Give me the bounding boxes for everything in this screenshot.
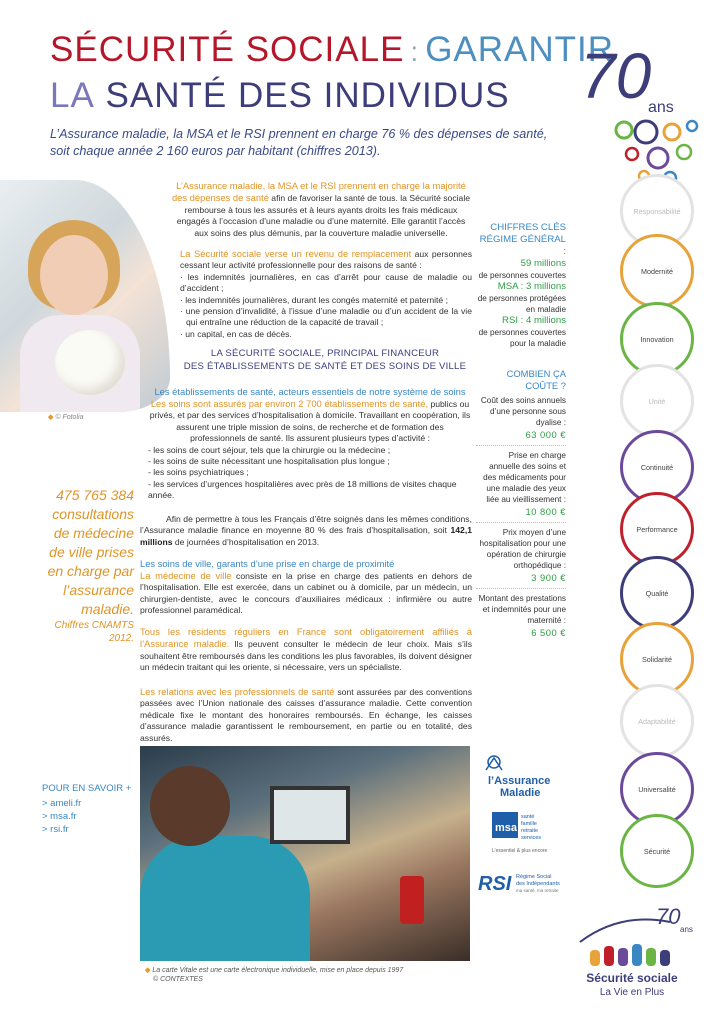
list-item: - les soins de suite nécessitant une hospitalisation plus longue ;	[148, 456, 390, 467]
cost-amount: 63 000 €	[525, 429, 566, 440]
title-line2-a: LA	[50, 76, 95, 115]
section-title-line1: LA SÉCURITÉ SOCIALE, PRINCIPAL FINANCEUR	[210, 348, 440, 359]
block-hospitalisation	[140, 514, 472, 548]
block2-lead: La Sécurité sociale verse un revenu de remplacement	[180, 248, 412, 259]
logo-suffix: ans	[648, 99, 674, 116]
value-label: Modernité	[641, 266, 673, 276]
logo-number: 70	[580, 40, 652, 112]
child-photo	[0, 180, 170, 412]
title-part1: SÉCURITÉ SOCIALE	[50, 30, 405, 69]
assurance-maladie-logo	[476, 748, 576, 808]
block3-lead: Les soins sont assurés par environ 2 700 établissements de santé,	[150, 398, 429, 409]
value-circle	[620, 364, 694, 438]
photo2-caption: ◆ La carte Vitale est une carte électronique individuelle, mise en place depuis 1997 © CONTEXTES	[145, 966, 465, 984]
list-item: · les indemnités journalières, durant les congés maternité et paternité ;	[180, 294, 448, 305]
stat-text: 475 765 384 consultations de médecine de ville prises en charge par l’assurance maladie.	[47, 487, 134, 617]
value-label: Unité	[648, 396, 666, 406]
value-circle	[620, 234, 694, 308]
link-msa[interactable]: > msa.fr	[42, 811, 77, 822]
value-circle	[620, 684, 694, 758]
list-item: - les services d’urgences hospitalières avec près de 18 millions de visites chaque année.	[148, 478, 457, 501]
value-label: Continuité	[640, 462, 674, 472]
ss-logo-suffix: ans	[680, 925, 693, 934]
block-etablissements	[148, 386, 472, 502]
rsi-line2: des Indépendants	[516, 881, 560, 887]
block7-lead: Les relations avec les professionnels de santé	[140, 686, 335, 697]
cost-amount: 6 500 €	[531, 627, 566, 638]
cost-item	[476, 593, 566, 639]
link-ameli[interactable]: > ameli.fr	[42, 798, 82, 809]
list-item: · les indemnités journalières, en cas d’arrêt pour cause de maladie ou d’accident ;	[180, 271, 472, 294]
section-title-line2: DES ÉTABLISSEMENTS DE SANTÉ ET DES SOINS DE VILLE	[183, 361, 467, 372]
photo2-credit: © CONTEXTES	[153, 976, 203, 983]
cost-title: COMBIEN ÇA COÛTE ?	[506, 368, 566, 391]
msa-line4: services	[521, 835, 542, 841]
value-label: Innovation	[640, 334, 674, 344]
list-item: - les soins psychiatriques ;	[148, 467, 249, 478]
title-line2-b: SANTÉ DES INDIVIDUS	[105, 76, 510, 115]
block5-text: consiste en la prise en charge des patients en dehors de l’hospitalisation. Elle est exercée, dans un cabinet ou à domicile, par un médecin, un chirurgien-dentiste, avec le concours d’auxiliaires médicaux : infirmière ou autre professionnel paramédical.	[140, 571, 472, 616]
block4-text-a: Afin de permettre à tous les Français d’être soignés dans les mêmes conditions, l’Assurance maladie finance en moyenne 80 % des frais d’hospitalisation, soit	[140, 514, 472, 536]
value-label: Performance	[636, 524, 678, 534]
block-soins-ville	[140, 558, 472, 617]
cost-label: Prise en charge annuelle des soins et des médicaments pour une maladie des yeux liée au vieillissement :	[483, 451, 566, 504]
value-label: Solidarité	[642, 654, 672, 664]
value-label: Adaptabilité	[638, 716, 676, 726]
list-item: · un capital, en cas de décès.	[180, 328, 292, 339]
title-part2: GARANTIR	[425, 30, 615, 69]
block3-text: publics ou privés, et par des services d’hospitalisation à domicile. Travaillant en coopération, ils assurent une triple mission de soins, de recherche et de formation des professionnels de santé. Ils assurent plusieurs types d’activité :	[149, 399, 471, 444]
photo1-credit: © Fotolia	[55, 414, 84, 421]
learn-more-title: POUR EN SAVOIR +	[42, 783, 132, 794]
block6-text: Ils peuvent consulter le médecin de leur choix. Mais s’ils souhaitent être remboursés dans les conditions les plus favorables, ils doivent désigner un médecin traitant qui les oriente, si nécessaire, vers un spécialiste.	[140, 639, 473, 673]
msa-tagline: L’essentiel & plus encore	[492, 848, 548, 854]
page-title	[50, 32, 614, 67]
block-majorite	[170, 180, 472, 239]
link-rsi[interactable]: > rsi.fr	[42, 824, 69, 835]
rsi-value: RSI : 4 millions	[502, 315, 566, 326]
block4-text-b: de journées d’hospitalisation en 2013.	[172, 536, 320, 547]
rsi-mark: RSI	[478, 873, 512, 895]
msa-label: de personnes protégées en maladie	[477, 294, 566, 314]
value-label: Qualité	[645, 588, 669, 598]
list-item: - les soins de court séjour, tels que la chirurgie ou la médecine ;	[148, 444, 391, 455]
cost-label: Montant des prestations et indemnités pour une maternité :	[478, 594, 566, 625]
photo1-caption: ◆ © Fotolia	[48, 414, 84, 421]
cost-label: Prix moyen d’une hospitalisation pour une opération de chirurgie orthopédique :	[479, 528, 566, 570]
cost-label: Coût des soins annuels d’une personne sous dyalise :	[480, 396, 566, 427]
block1-lead: L’Assurance maladie, la MSA et le RSI prennent en charge la majorité des dépenses de santé	[171, 180, 466, 204]
cost-item	[476, 395, 566, 441]
cost-section	[476, 368, 566, 639]
page-subtitle	[50, 78, 510, 113]
value-label: Responsabilité	[633, 206, 681, 216]
msa-value: MSA : 3 millions	[497, 281, 566, 292]
block4-bold: 142,1 millions	[140, 525, 472, 547]
ss-line2: La Vie en Plus	[599, 987, 665, 998]
block6-lead: Tous les résidents réguliers en France sont obligatoirement affiliés à l’Assurance maladie.	[140, 626, 472, 650]
svg-text:msa: msa	[495, 822, 518, 834]
rg-label: de personnes couvertes	[478, 271, 566, 280]
block3-heading: Les établissements de santé, acteurs essentiels de notre système de soins	[154, 386, 466, 397]
cost-item	[476, 450, 566, 518]
block5-heading: Les soins de ville, garants d’une prise en charge de proximité	[140, 558, 395, 569]
rsi-logo	[476, 866, 576, 900]
block-revenu	[180, 248, 472, 340]
msa-line2: famille	[521, 821, 537, 827]
title-separator: :	[410, 36, 420, 67]
key-figures	[476, 222, 566, 349]
block-residents	[140, 626, 472, 674]
rsi-label: de personnes couvertes pour la maladie	[478, 328, 566, 348]
ss-logo-number: 70	[656, 904, 681, 929]
msa-logo	[490, 808, 575, 866]
block7-text: sont assurées par des conventions passées avec l’Union nationale des caisses d’assurance maladie. Cette convention médicale fixe le montant des honoraires remboursés. En échange, les caisses d’assurance maladie garantissent le remboursement, en partie ou en totalité, des assurés.	[140, 687, 473, 743]
value-circle	[620, 492, 694, 566]
ss-line1: Sécurité sociale	[586, 971, 678, 985]
value-circle	[620, 556, 694, 630]
key-figures-title: CHIFFRES CLÉS RÉGIME GÉNÉRAL :	[479, 222, 566, 257]
rsi-line1: Régime Social	[516, 874, 552, 880]
block1-text: afin de favoriser la santé de tous. la Sécurité sociale rembourse à tous les assurés et à leurs ayants droits les frais médicaux engagés à l’occasion d’une maladie ou d’une maternité. Elle garantit l’accès aux soins des plus démunis, par la couverture maladie universelle.	[176, 193, 471, 238]
stat-source: Chiffres CNAMTS 2012.	[54, 620, 134, 644]
value-label: Sécurité	[643, 846, 671, 856]
msa-line3: retraite	[521, 828, 539, 834]
cost-amount: 10 800 €	[525, 506, 566, 517]
cost-item	[476, 527, 566, 584]
learn-more	[42, 782, 131, 836]
consultations-stat	[40, 486, 134, 645]
securite-sociale-logo	[560, 902, 710, 1012]
rsi-line3: ma santé, ma retraite	[516, 888, 559, 893]
msa-line1: santé	[521, 814, 535, 820]
intro-text: L’Assurance maladie, la MSA et le RSI prennent en charge 76 % des dépenses de santé, soit chaque année 2 160 euros par habitant (chiffres 2013).	[50, 127, 548, 158]
value-circle	[620, 814, 694, 888]
am-line2: Maladie	[500, 787, 541, 799]
section-title	[178, 347, 472, 373]
value-label: Universalité	[638, 784, 676, 794]
list-item: · une pension d’invalidité, à l’issue d’une maladie ou d’un accident de la vie qui entraîne une réduction de la capacité de travail ;	[180, 306, 472, 328]
block-relations	[140, 686, 472, 744]
cost-amount: 3 900 €	[531, 572, 566, 583]
vitale-card-photo	[140, 746, 470, 961]
rg-value: 59 millions	[520, 258, 566, 269]
photo2-caption-text: La carte Vitale est une carte électronique individuelle, mise en place depuis 1997	[152, 967, 404, 974]
block5-lead: La médecine de ville	[140, 570, 232, 581]
block2-text: aux personnes cessant leur activité professionnelle pour des raisons de santé :	[180, 249, 472, 271]
anniversary-logo	[566, 36, 702, 186]
am-line1: l’Assurance	[488, 775, 551, 787]
